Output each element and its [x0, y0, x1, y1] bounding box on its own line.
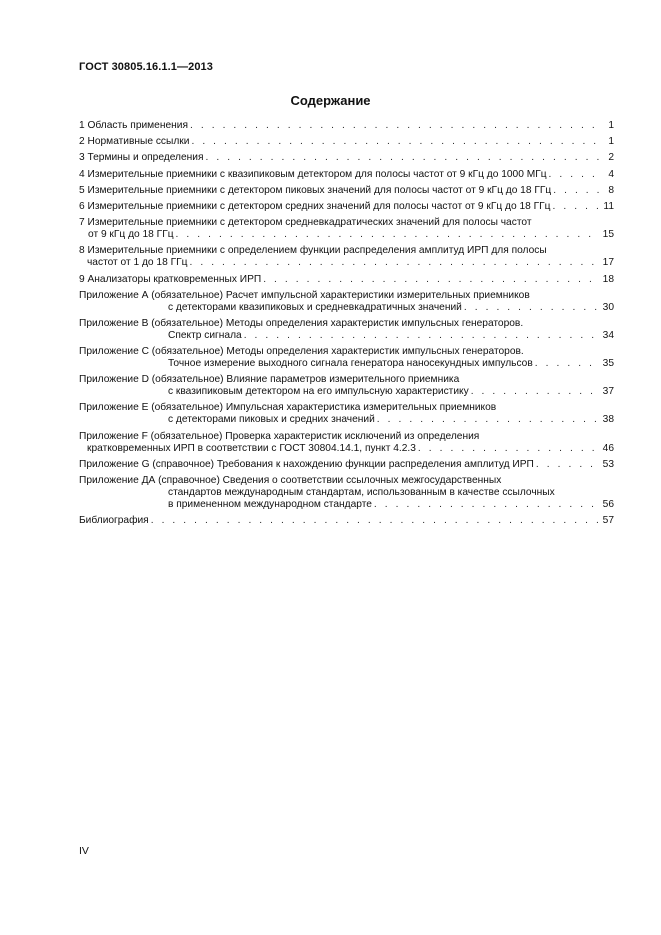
dot-leader	[190, 120, 601, 132]
standard-designation: ГОСТ 30805.16.1.1—2013	[79, 61, 213, 73]
toc-page-number: 17	[602, 257, 614, 269]
toc-entry-2[interactable]	[79, 136, 614, 148]
page-title: Содержание	[290, 93, 371, 108]
toc-entry-text: 1 Область применения	[79, 120, 188, 131]
toc-entry-text-continued: Точное измерение выходного сигнала генератора наносекундных импульсов	[168, 358, 533, 370]
toc-page-number: 15	[602, 229, 614, 241]
toc-entry-7[interactable]	[79, 217, 614, 241]
toc-entry-appendix-da[interactable]	[79, 475, 614, 511]
toc-entry-text: 5 Измерительные приемники с детектором пиковых значений для полосы частот от 9 кГц до 18 ГГц	[79, 184, 552, 196]
toc-page-number: 56	[602, 499, 614, 510]
toc-entry-text: Приложение В (обязательное) Методы определения характеристик импульсных генераторов.	[79, 317, 524, 329]
toc-entry-text: 3 Термины и определения	[79, 152, 204, 164]
toc-entry-text: Приложение С (обязательное) Методы определения характеристик импульсных генераторов.	[79, 346, 524, 358]
dot-leader	[191, 136, 601, 148]
dot-leader	[549, 169, 601, 181]
toc-entry-text: Приложение Е (обязательное) Импульсная характеристика измерительных приемников	[79, 402, 497, 414]
toc-entry-text-continued: Спектр сигнала	[168, 329, 242, 341]
toc-entry-text: 9 Анализаторы кратковременных ИРП	[79, 273, 262, 285]
toc-page-number: 8	[608, 184, 614, 196]
toc-entry-appendix-f[interactable]	[79, 431, 614, 455]
dot-leader	[553, 185, 601, 197]
toc-entry-appendix-g[interactable]	[79, 459, 614, 471]
toc-entry-appendix-c[interactable]	[79, 346, 614, 370]
dot-leader	[418, 443, 600, 455]
toc-page-number: 1	[608, 136, 614, 148]
toc-entry-text: Приложение G (справочное) Требования к нахождению функции распределения амплитуд ИРП	[79, 458, 534, 470]
toc-page-number: 34	[602, 329, 614, 341]
toc-page-number: 2	[608, 152, 614, 164]
toc-page-number: 37	[602, 386, 614, 398]
toc-entry-text-continued: с детекторами квазипиковых и средневкадратичных значений	[168, 301, 462, 313]
dot-leader	[535, 358, 600, 370]
toc-entry-text: 8 Измерительные приемники с определением функции распределения амплитуд ИРП для полосы	[79, 245, 547, 257]
toc-entry-appendix-d[interactable]	[79, 374, 614, 398]
dot-leader	[263, 274, 599, 286]
dot-leader	[151, 515, 600, 527]
toc-entry-text: 4 Измерительные приемники с квазипиковым детектором для полосы частот от 9 кГц до 1000 МГц	[79, 168, 547, 180]
toc-entry-text-continued: стандартов международным стандартам, использованным в качестве ссылочных	[168, 487, 555, 498]
toc-entry-text-continued: от 9 кГц до 18 ГГц	[88, 229, 174, 241]
toc-entry-appendix-a[interactable]	[79, 290, 614, 314]
toc-entry-6[interactable]	[79, 201, 614, 213]
toc-entry-text: Приложение А (обязательное) Расчет импульсной характеристики измерительных приемников	[79, 289, 530, 301]
toc-entry-text: Библиография	[79, 515, 149, 527]
toc-entry-text: 7 Измерительные приемники с детектором средневкадратических значений для полосы частот	[79, 217, 532, 229]
toc-entry-4[interactable]	[79, 169, 614, 181]
toc-entry-text: Приложение F (обязательное) Проверка характеристик исключений из определения	[79, 430, 480, 442]
toc-entry-text-continued: с квазипиковым детектором на его импульсную характеристику	[168, 386, 469, 398]
toc-entry-bibliography[interactable]	[79, 515, 614, 527]
dot-leader	[176, 229, 600, 241]
toc-entry-9[interactable]	[79, 274, 614, 286]
toc-entry-text-continued: частот от 1 до 18 ГГц	[87, 257, 188, 269]
dot-leader	[244, 330, 600, 342]
page-number: IV	[79, 845, 89, 857]
table-of-contents	[79, 120, 614, 531]
toc-entry-8[interactable]	[79, 245, 614, 269]
toc-entry-5[interactable]	[79, 185, 614, 197]
toc-page-number: 46	[602, 442, 614, 454]
toc-page-number: 35	[602, 358, 614, 370]
toc-page-number: 1	[608, 120, 614, 131]
toc-page-number: 18	[602, 273, 614, 285]
toc-entry-appendix-e[interactable]	[79, 402, 614, 426]
dot-leader	[205, 152, 601, 164]
toc-page-number: 4	[608, 168, 614, 180]
toc-entry-text-continued: в примененном международном стандарте	[168, 499, 372, 510]
toc-entry-appendix-b[interactable]	[79, 318, 614, 342]
toc-page-number: 30	[602, 301, 614, 313]
toc-entry-text-continued: с детекторами пиковых и средних значений	[168, 414, 375, 426]
toc-entry-text: 2 Нормативные ссылки	[79, 136, 190, 148]
dot-leader	[536, 459, 600, 471]
toc-entry-text-continued: кратковременных ИРП в соответствии с ГОСТ 30804.14.1, пункт 4.2.3	[87, 442, 416, 454]
toc-entry-text: 6 Измерительные приемники с детектором средних значений для полосы частот от 9 кГц до 18 ГГц	[79, 200, 551, 212]
toc-entry-3[interactable]	[79, 152, 614, 164]
toc-entry-text: Приложение D (обязательное) Влияние параметров измерительного приемника	[79, 374, 460, 386]
dot-leader	[189, 257, 599, 269]
toc-entry-1[interactable]	[79, 120, 614, 132]
dot-leader	[374, 499, 600, 511]
toc-page-number: 38	[602, 414, 614, 426]
toc-page-number: 57	[602, 515, 614, 527]
dot-leader	[553, 201, 601, 213]
dot-leader	[464, 302, 600, 314]
toc-page-number: 11	[603, 200, 614, 212]
toc-entry-text: Приложение ДА (справочное) Сведения о соответствии ссылочных межгосударственных	[79, 475, 502, 486]
toc-page-number: 53	[602, 458, 614, 470]
dot-leader	[377, 414, 600, 426]
dot-leader	[471, 386, 600, 398]
